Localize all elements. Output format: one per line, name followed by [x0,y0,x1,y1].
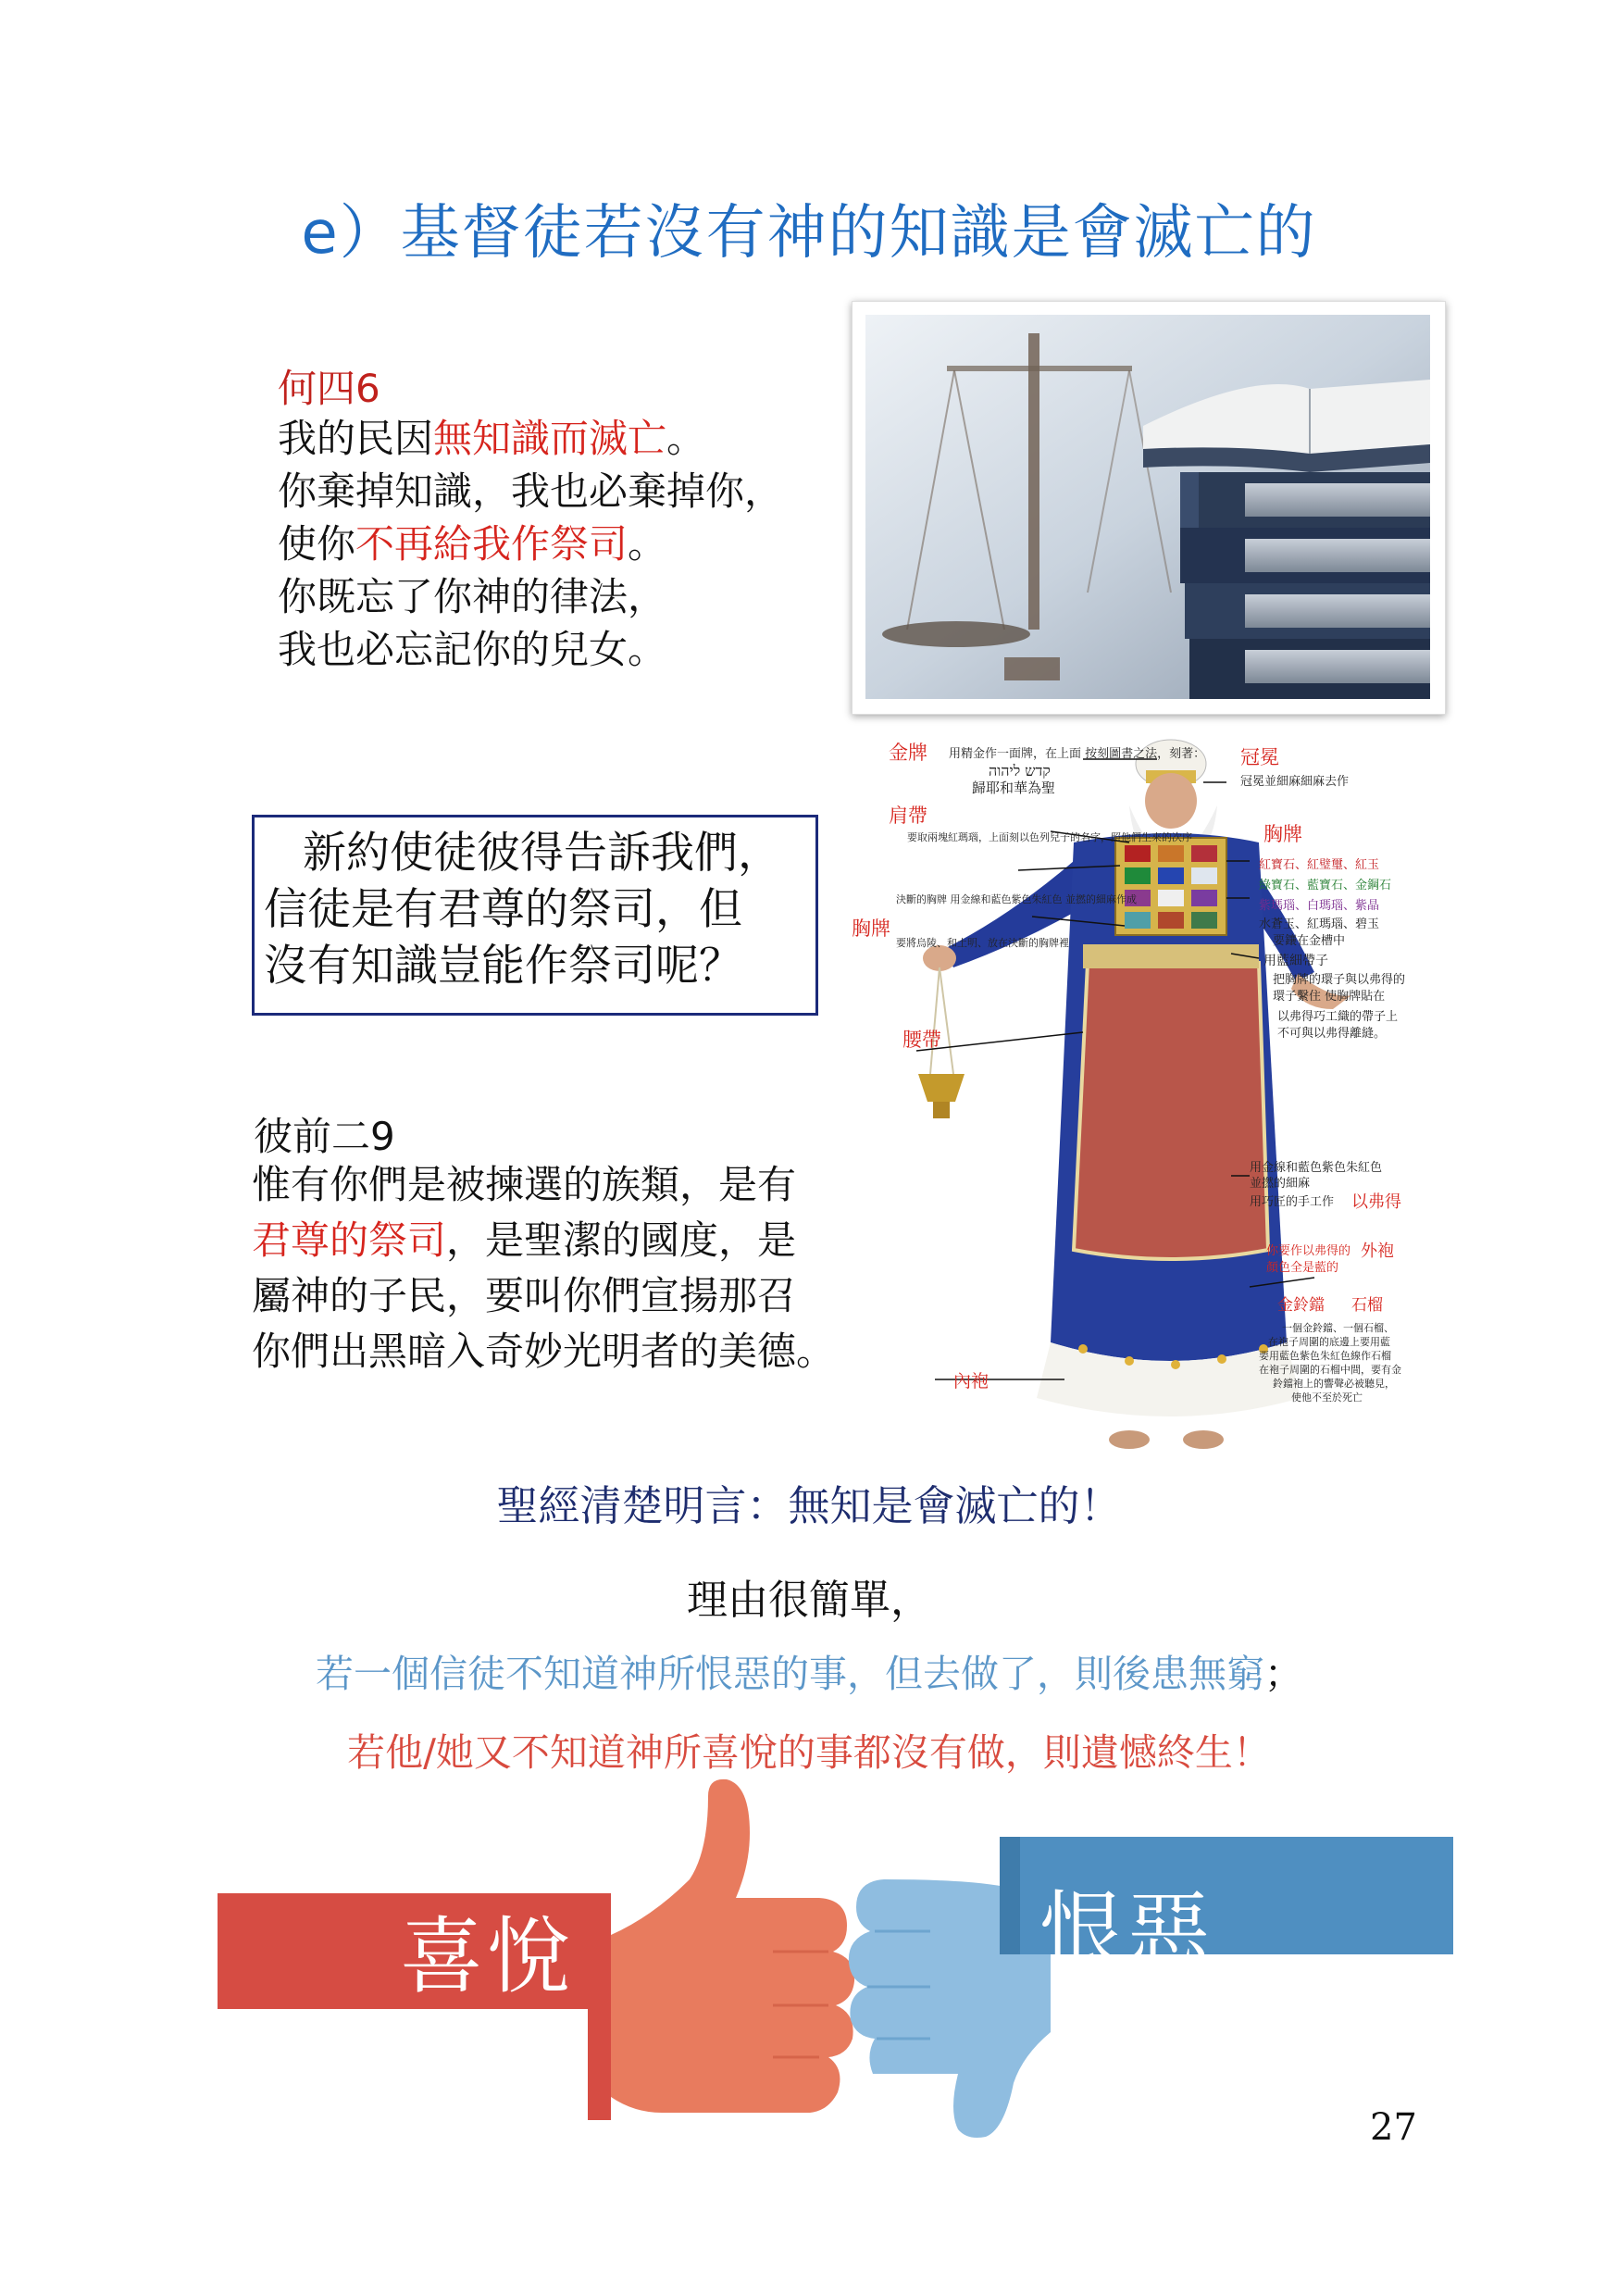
callout-line-3: 沒有知識豈能作祭司呢？ [264,941,742,992]
joy-sentence: 若他/她又不知道神所喜悅的事都沒有做，則遺憾終生！ [347,1730,1271,1775]
shoulder-label: 肩帶 [889,805,927,827]
statement: 聖經清楚明言：無知是會滅亡的！ [496,1481,1122,1530]
hebrew-inscription: קדש ליהוה [989,762,1051,780]
robe-note-2: 顏色全是藍的 [1266,1261,1339,1275]
bells-note-2: 在袍子周圍的底邊上要用藍 [1268,1336,1390,1348]
urim-note: 要將烏陵、和土明、放在決斷的胸牌裡 [896,937,1069,949]
callout-box [252,815,818,1016]
hosea-reference: 何四6 [278,366,380,411]
stones-row-4: 水蒼玉、紅瑪瑙、碧玉 [1259,917,1380,931]
mitre-label: 冠冕 [1240,746,1279,768]
hosea-line-1 [278,412,783,465]
breastplate-label-left: 胸牌 [852,917,890,940]
ephod-note-1: 用金線和藍色紫色朱紅色 [1250,1161,1383,1175]
callout-line-2: 信徒是有君尊的祭司，但 [264,884,742,935]
stones-row-1: 紅寶石、紅璧璽、紅玉 [1259,858,1380,872]
verse-text: 。 [628,521,667,567]
thumbs-up-icon [611,1779,854,2113]
robe-note: 你要作以弗得的 [1266,1244,1351,1258]
hate-sentence-text: 若一個信徒不知道神所恨惡的事，但去做了，則後患無窮 [316,1652,1264,1696]
bells-note-3: 要用藍色紫色朱紅色線作石榴 [1259,1350,1391,1362]
gold-plate-note: 用精金作一面牌，在上面 按刻圖書之法，刻著： [949,747,1206,761]
hosea-line-4: 你既忘了你神的律法， [278,574,667,619]
high-priest-diagram [852,731,1462,1454]
blue-cord-label: 用藍細帶子 [1263,954,1328,968]
peter-reference: 彼前二9 [254,1114,395,1159]
robe-label: 外袍 [1361,1242,1394,1261]
scales-and-books-photo-frame [852,301,1446,715]
ephod-label: 以弗得 [1351,1192,1401,1212]
stones-row-2: 綠寶石、藍寶石、金鋼石 [1259,879,1392,892]
hosea-verse [278,412,783,676]
breastplate-note: 決斷的胸牌 用金線和藍色紫色朱紅色 並撚的細麻作成 [896,893,1137,905]
page-title: e）基督徒若沒有神的知識是會滅亡的 [301,199,1317,268]
stones-row-3: 紫瑪瑙、白瑪瑙、紫晶 [1259,899,1380,913]
bells-note-1: 一個金鈴鐺、一個石榴、 [1282,1322,1394,1334]
cord-note-2: 環子繫住 使胸牌貼在 [1273,990,1386,1004]
inner-robe-label: 內袍 [953,1371,989,1391]
shoulder-note: 要取兩塊紅瑪瑙，上面刻以色列兒子的名字，照他們生來的次序 [907,831,1192,843]
hosea-line-5: 我也必忘記你的兒女。 [278,627,667,672]
ephod-note-3: 用巧匠的手工作 [1250,1195,1335,1209]
scales-and-books-photo [865,315,1430,699]
verse-text: ，是聖潔的國度，是 [446,1217,797,1263]
bells-label: 金鈴鐺 [1277,1296,1325,1315]
bells-note-4: 在袍子周圍的石榴中間，要有金 [1259,1364,1401,1376]
girdle-label: 腰帶 [902,1029,941,1051]
verse-highlight: 不再給我作祭司 [355,521,629,567]
ephod-note-2: 並撚的細麻 [1250,1177,1311,1191]
holy-inscription: 歸耶和華為聖 [972,780,1056,796]
verse-highlight: 君尊的祭司 [252,1217,447,1263]
cord-note-3: 以弗得巧工織的帶子上 [1277,1010,1399,1024]
gold-plate-label: 金牌 [889,742,927,764]
hate-label: 恨惡 [1039,1882,1214,1979]
cord-note-1: 把胸牌的環子與以弗得的 [1273,973,1406,987]
peter-line-2 [252,1213,835,1268]
peter-line-4: 你們出黑暗入奇妙光明者的美德。 [252,1329,836,1374]
verse-highlight: 無知識而滅亡 [433,416,667,461]
peter-line-3: 屬神的子民，要叫你們宣揚那召 [252,1273,797,1318]
reason-heading: 理由很簡單， [687,1577,931,1624]
hosea-line-3 [278,518,783,570]
joy-label: 喜悅 [400,1908,574,2005]
peter-verse [252,1157,835,1379]
bells-note-6: 使他不至於死亡 [1291,1391,1363,1404]
verse-text: 使你 [278,521,356,567]
callout-line-1: 新約使徒彼得告訴我們， [303,828,781,879]
verse-text: 我的民因 [278,416,434,461]
breastplate-label-right: 胸牌 [1263,823,1302,845]
page-number: 27 [1370,2106,1417,2149]
mitre-note: 冠冕並細麻細麻去作 [1240,775,1350,789]
peter-line-1: 惟有你們是被揀選的族類，是有 [252,1162,797,1207]
cord-note-4: 不可與以弗得離縫。 [1277,1027,1387,1041]
hosea-line-2: 你棄掉知識，我也必棄掉你， [278,468,784,514]
hate-sentence [0,1643,1618,1698]
pomegranate-label: 石榴 [1351,1296,1383,1315]
hate-sentence-end: ； [1264,1652,1302,1696]
bells-note-5: 鈴鐺袍上的響聲必被聽見， [1273,1378,1395,1390]
stones-row-5: 要鑲在金槽中 [1273,934,1346,948]
verse-text: 。 [666,416,706,461]
